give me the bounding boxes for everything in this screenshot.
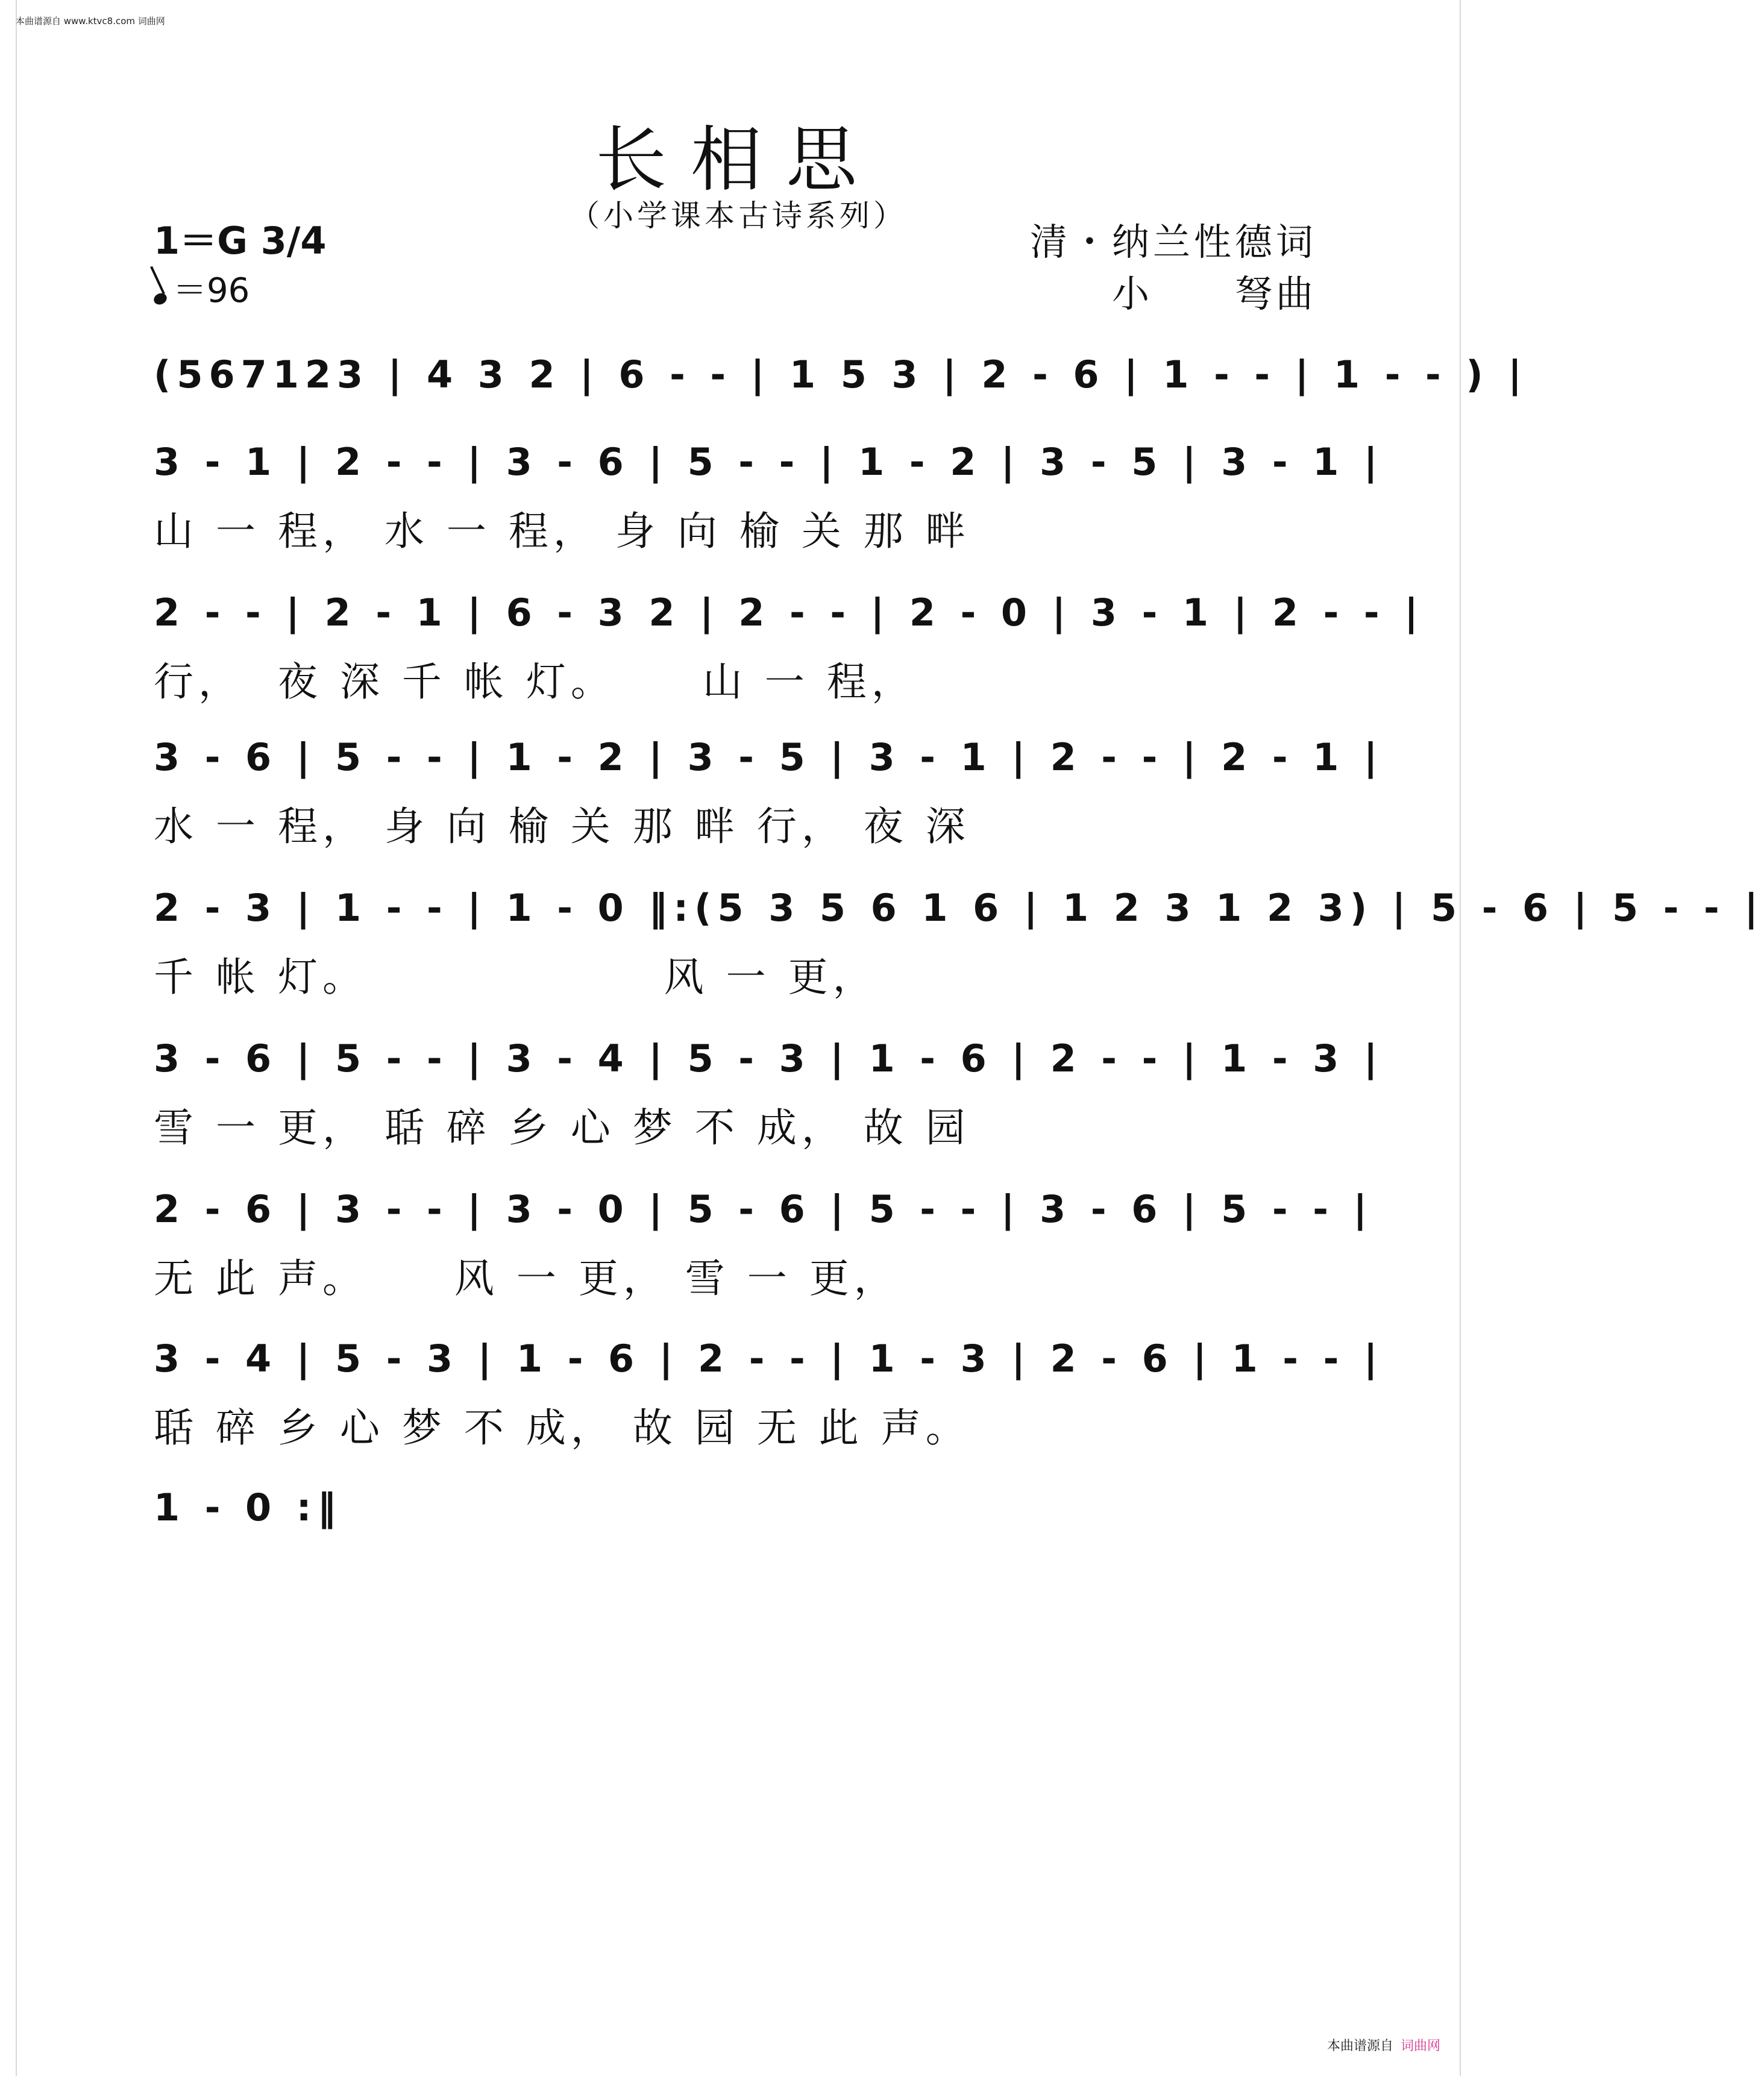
footer-source-text: 本曲谱源自	[1326, 2039, 1393, 2054]
footer-brand-link[interactable]: 词曲网	[1400, 2039, 1440, 2054]
notation-row: 3 - 6 | 5 - - | 1 - 2 | 3 - 5 | 3 - 1 | 2 - - | 2 - 1 |	[154, 735, 1384, 779]
notation-row: 3 - 6 | 5 - - | 3 - 4 | 5 - 3 | 1 - 6 | 2 - - | 1 - 3 |	[154, 1036, 1384, 1080]
notation-row: 2 - 3 | 1 - - | 1 - 0 ‖:(5 3 5 6 1 6 | 1 2 3 1 2 3) | 5 - 6 | 5 - - |	[154, 886, 1764, 930]
quarter-note-icon	[152, 291, 169, 307]
lyrics-row: 千 帐 灯。 风 一 更，	[154, 954, 877, 1000]
lyrics-row: 聒 碎 乡 心 梦 不 成， 故 园 无 此 声。	[154, 1405, 970, 1451]
right-border-strip	[1460, 0, 1477, 2076]
tempo-marking	[154, 264, 250, 312]
notation-row: (567123 | 4 3 2 | 6 - - | 1 5 3 | 2 - 6 | 1 - - | 1 - - ) |	[154, 353, 1528, 397]
notation-row: 2 - 6 | 3 - - | 3 - 0 | 5 - 6 | 5 - - | 3 - 6 | 5 - - |	[154, 1187, 1373, 1231]
notation-row: 2 - - | 2 - 1 | 6 - 3 2 | 2 - - | 2 - 0 | 3 - 1 | 2 - - |	[154, 591, 1424, 635]
left-border-strip	[0, 0, 17, 2076]
song-subtitle: （小学课本古诗系列）	[570, 198, 907, 233]
lyrics-row: 无 此 声。 风 一 更， 雪 一 更，	[154, 1255, 899, 1302]
lyrics-row: 雪 一 更， 聒 碎 乡 心 梦 不 成， 故 园	[154, 1105, 970, 1151]
notation-row: 3 - 1 | 2 - - | 3 - 6 | 5 - - | 1 - 2 | 3 - 5 | 3 - 1 |	[154, 440, 1384, 484]
lyrics-row: 水 一 程， 身 向 榆 关 那 畔 行， 夜 深	[154, 803, 970, 850]
lyrics-row: 山 一 程， 水 一 程， 身 向 榆 关 那 畔	[154, 508, 970, 554]
tempo-value: ＝96	[173, 271, 250, 310]
composer-credit: 小 弩曲	[1111, 272, 1317, 316]
source-note: 本曲谱源自 www.ktvc8.com 词曲网	[16, 16, 165, 27]
footer-source-note	[1327, 2036, 1440, 2054]
notation-row: 3 - 4 | 5 - 3 | 1 - 6 | 2 - - | 1 - 3 | 2 - 6 | 1 - - |	[154, 1337, 1384, 1381]
lyrics-row: 行， 夜 深 千 帐 灯。 山 一 程，	[154, 659, 916, 705]
key-signature: 1＝G 3/4	[154, 219, 327, 263]
song-title: 长相思	[595, 118, 881, 201]
lyricist-credit: 清・纳兰性德词	[1029, 220, 1317, 264]
notation-row: 1 - 0 :‖	[154, 1485, 342, 1529]
